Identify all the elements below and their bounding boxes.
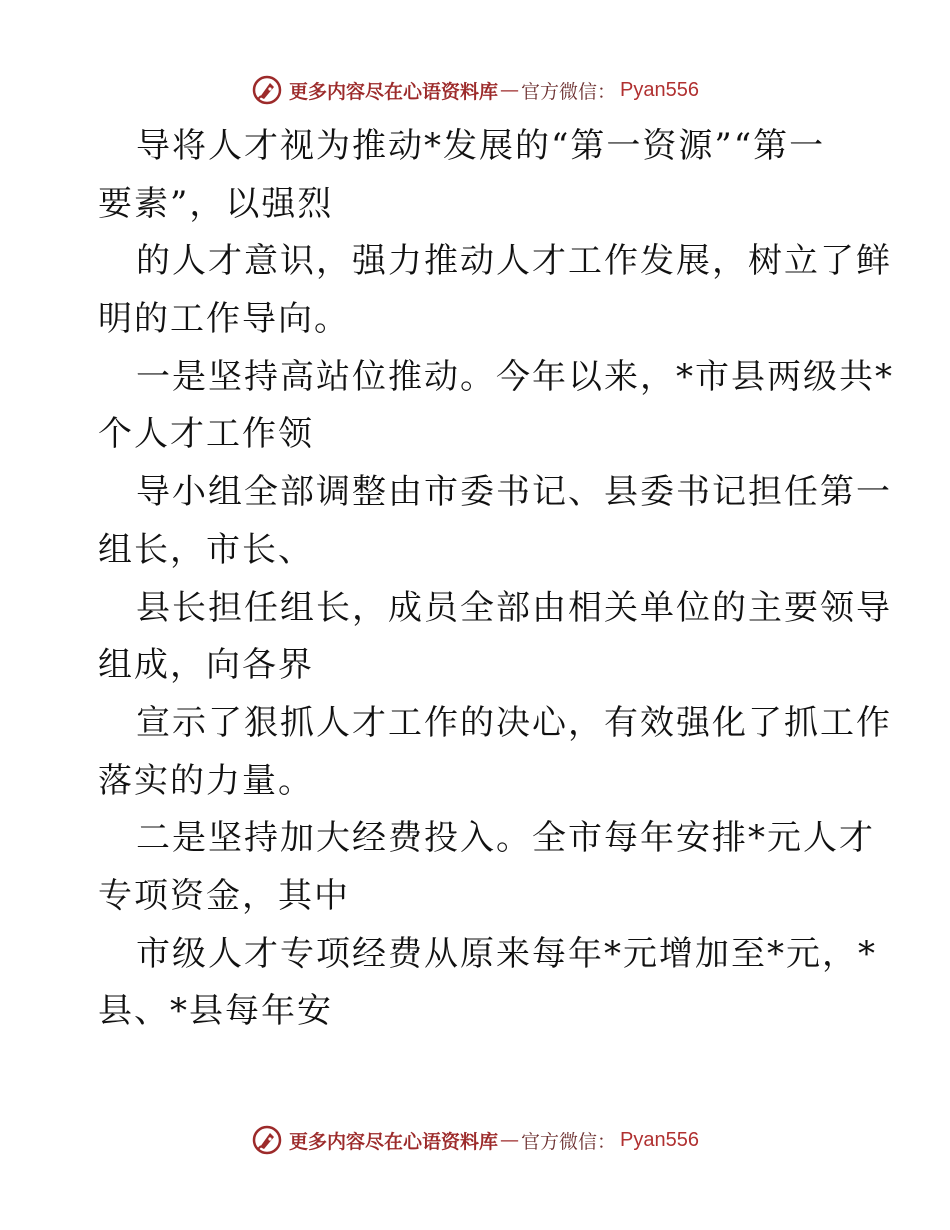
header-watermark [0, 70, 950, 110]
document-body [98, 118, 894, 1041]
watermark-id: Pyan556 [620, 1128, 699, 1151]
body-line: 个人才工作领 [98, 414, 314, 455]
body-line: 明的工作导向。 [98, 299, 350, 340]
pen-nib-logo-icon [251, 74, 283, 106]
watermark-dash: — [500, 79, 520, 101]
body-line: 组长，市长、 [98, 529, 314, 570]
watermark-label: 官方微信： [521, 1130, 617, 1153]
body-line: 一是坚持高站位推动。今年以来，*市县两级共* [136, 356, 894, 397]
body-line: 县长担任组长，成员全部由相关单位的主要领导 [136, 587, 892, 628]
body-line: 导将人才视为推动*发展的“第一资源”“第一 [136, 126, 826, 166]
watermark-brand: 更多内容尽在心语资料库 [289, 80, 499, 103]
body-line: 要素”，以强烈 [98, 183, 334, 224]
pen-nib-logo-icon [251, 1124, 283, 1156]
watermark-dash: — [500, 1129, 520, 1151]
watermark-brand: 更多内容尽在心语资料库 [289, 1130, 499, 1153]
body-line: 二是坚持加大经费投入。全市每年安排*元人才 [136, 818, 875, 859]
body-line: 市级人才专项经费从原来每年*元增加至*元，* [136, 933, 877, 974]
body-line: 落实的力量。 [98, 760, 314, 801]
body-line: 的人才意识，强力推动人才工作发展，树立了鲜 [136, 241, 892, 282]
watermark-id: Pyan556 [620, 78, 699, 101]
body-line: 县、*县每年安 [98, 991, 333, 1032]
body-line: 组成，向各界 [98, 645, 314, 686]
body-line: 专项资金，其中 [98, 875, 350, 916]
body-line: 导小组全部调整由市委书记、县委书记担任第一 [136, 472, 892, 513]
footer-watermark [0, 1120, 950, 1160]
body-line: 宣示了狠抓人才工作的决心，有效强化了抓工作 [136, 702, 892, 743]
watermark-label: 官方微信： [521, 80, 617, 103]
